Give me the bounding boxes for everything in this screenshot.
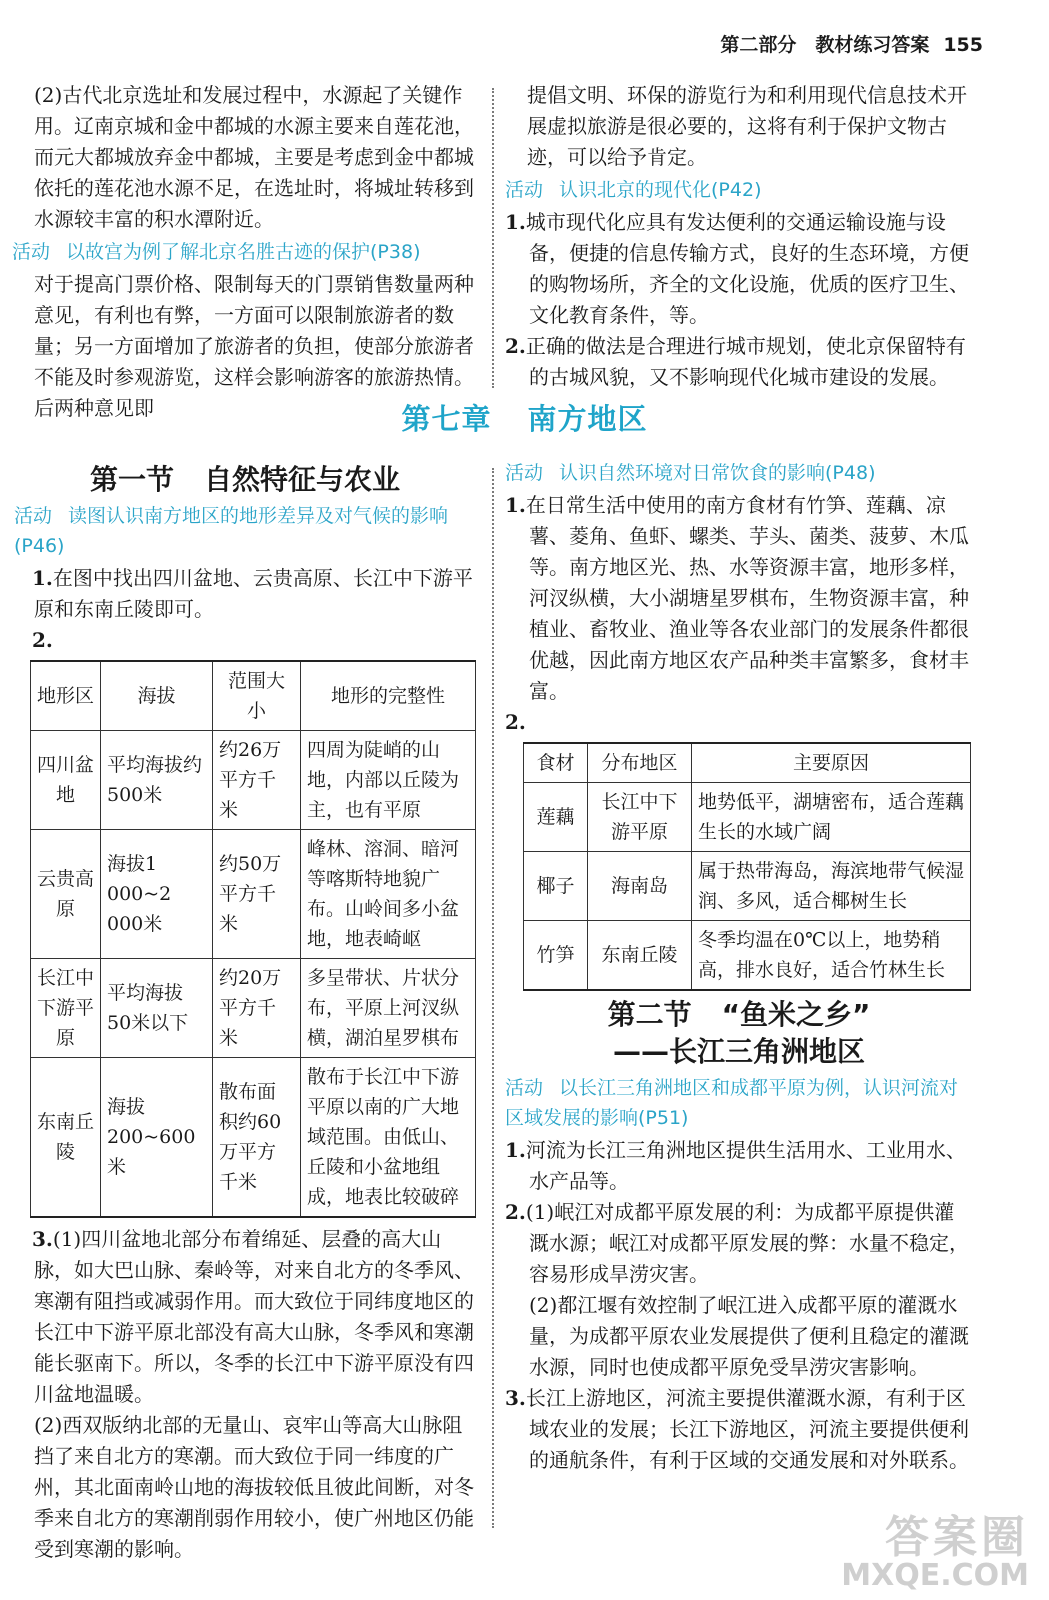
- table-cell: 四周为陡峭的山地，内部以丘陵为主，也有平原: [301, 731, 476, 830]
- column-header: 主要原因: [692, 743, 971, 783]
- activity-title: 认识自然环境对日常饮食的影响(P48): [559, 462, 876, 484]
- table-cell: 约26万平方千米: [213, 731, 301, 830]
- right-column: [505, 456, 973, 1476]
- table-cell: 海拔1 000~2 000米: [101, 830, 213, 959]
- activity-title: 以故宫为例了解北京名胜古迹的保护(P38): [66, 241, 421, 263]
- item-text: 正确的做法是合理进行城市规划，使北京保留特有的古城风貌，又不影响现代化城市建设的发展。: [525, 334, 966, 389]
- activity-heading: [14, 501, 476, 561]
- paragraph: (2)都江堰有效控制了岷江进入成都平原的灌溉水量，为成都平原农业发展提供了便利且稳定的灌溉水源，同时也使成都平原免受旱涝灾害影响。: [529, 1293, 969, 1379]
- activity-tag: 活动: [505, 179, 544, 201]
- activity-tag: 活动: [505, 462, 544, 484]
- item-text: (1)岷江对成都平原发展的利：为成都平原提供灌溉水源；岷江对成都平原发展的弊：水量不稳定，容易形成旱涝灾害。: [525, 1200, 969, 1286]
- column-header: 海拔: [101, 661, 213, 731]
- chapter-title: [0, 404, 1049, 435]
- terrain-table: [30, 660, 476, 1218]
- list-item: [505, 331, 970, 393]
- activity-tag: 活动: [14, 505, 53, 527]
- activity-title: 认识北京的现代化(P42): [559, 179, 762, 201]
- paragraph: 提倡文明、环保的游览行为和利用现代信息技术开展虚拟旅游是很必要的，这将有利于保护文物古迹，可以给予肯定。: [527, 83, 967, 169]
- table-cell: 约20万平方千米: [213, 959, 301, 1058]
- column-divider: [492, 88, 494, 388]
- column-header: 地形区: [31, 661, 101, 731]
- table-cell: 竹笋: [524, 921, 588, 991]
- table-cell: 冬季均温在0℃以上，地势稍高，排水良好，适合竹林生长: [692, 921, 971, 991]
- paragraph: (2)西双版纳北部的无量山、哀牢山等高大山脉阻挡了来自北方的寒潮。而大致位于同一纬度的广州，其北面南岭山地的海拔较低且彼此间断，对冬季来自北方的寒潮削弱作用较小，使广州地区仍能受到寒潮的影响。: [34, 1413, 474, 1561]
- item-number: 2.: [505, 334, 526, 358]
- table-cell: 东南丘陵: [588, 921, 692, 991]
- table-cell: 海拔200~600米: [101, 1058, 213, 1218]
- list-item: [505, 1383, 973, 1476]
- watermark-text: 答案圈: [885, 1512, 1029, 1563]
- top-right-column: [505, 80, 970, 393]
- table-cell: 海南岛: [588, 852, 692, 921]
- top-left-column: [12, 80, 474, 424]
- chapter-number: 第七章: [401, 402, 492, 436]
- item-number: 1.: [32, 566, 53, 590]
- table-cell: 约50万平方千米: [213, 830, 301, 959]
- table-row: [31, 959, 476, 1058]
- table-cell: 云贵高原: [31, 830, 101, 959]
- item-number: 1.: [505, 493, 526, 517]
- table-row: [524, 921, 971, 991]
- table-row: [31, 830, 476, 959]
- section-number: 第二节: [607, 998, 692, 1031]
- item-text: 在日常生活中使用的南方食材有竹笋、莲藕、凉薯、菱角、鱼虾、螺类、芋头、菌类、菠萝、木瓜等。南方地区光、热、水等资源丰富，地形多样，河汊纵横，大小湖塘星罗棋布，生物资源丰富，种植业、畜牧业、渔业等各农业部门的发展条件都很优越，因此南方地区农产品种类丰富繁多，食材丰富。: [525, 493, 969, 703]
- table-header-row: [31, 661, 476, 731]
- table-cell: 峰林、溶洞、暗河等喀斯特地貌广布。山岭间多小盆地，地表崎岖: [301, 830, 476, 959]
- list-item: [505, 207, 970, 331]
- activity-title: 读图认识南方地区的地形差异及对气候的影响(P46): [14, 505, 449, 557]
- item-text: 河流为长江三角洲地区提供生活用水、工业用水、水产品等。: [525, 1138, 966, 1193]
- section-name: “鱼米之乡”: [721, 998, 871, 1031]
- table-cell: 散布于长江中下游平原以南的广大地域范围。由低山、丘陵和小盆地组成，地表比较破碎: [301, 1058, 476, 1218]
- activity-heading: [12, 237, 474, 267]
- watermark-logo: [841, 1512, 1029, 1593]
- column-header: 地形的完整性: [301, 661, 476, 731]
- activity-heading: [505, 458, 973, 488]
- list-item: [505, 490, 973, 707]
- section-title: [505, 999, 973, 1030]
- page-number: 155: [943, 34, 983, 56]
- activity-tag: 活动: [505, 1077, 544, 1099]
- watermark-url: MXQE.COM: [841, 1558, 1029, 1593]
- column-divider: [492, 468, 494, 1528]
- table-cell: 四川盆地: [31, 731, 101, 830]
- column-header: 分布地区: [588, 743, 692, 783]
- section-number: 第一节: [89, 463, 174, 496]
- list-item: [505, 1135, 973, 1197]
- section-name: 自然特征与农业: [204, 463, 401, 496]
- item-text: 长江上游地区，河流主要提供灌溉水源，有利于区域农业的发展；长江下游地区，河流主要提供便利的通航条件，有利于区域的交通发展和对外联系。: [525, 1386, 969, 1472]
- table-row: [524, 783, 971, 852]
- item-number: 2.: [505, 1200, 526, 1224]
- item-number: 3.: [505, 1386, 526, 1410]
- item-number: 1.: [505, 1138, 526, 1162]
- table-cell: 长江中下游平原: [588, 783, 692, 852]
- table-row: [31, 731, 476, 830]
- table-cell: 长江中下游平原: [31, 959, 101, 1058]
- item-number: 3.: [32, 1227, 53, 1251]
- header-section: 第二部分 教材练习答案: [720, 34, 930, 56]
- activity-title: 以长江三角洲地区和成都平原为例，认识河流对区域发展的影响(P51): [505, 1077, 959, 1129]
- activity-heading: [505, 1073, 973, 1133]
- table-cell: 散布面积约60万平方千米: [213, 1058, 301, 1218]
- list-item: [505, 707, 973, 738]
- activity-heading: [505, 175, 970, 205]
- table-row: [31, 1058, 476, 1218]
- column-header: 范围大小: [213, 661, 301, 731]
- item-number: 2.: [505, 710, 526, 734]
- table-cell: 属于热带海岛，海滨地带气候湿润、多风，适合椰树生长: [692, 852, 971, 921]
- food-table: [523, 742, 971, 991]
- activity-tag: 活动: [12, 241, 51, 263]
- item-number: 2.: [32, 628, 53, 652]
- table-cell: 平均海拔约500米: [101, 731, 213, 830]
- list-item: [505, 1197, 973, 1290]
- chapter-name: 南方地区: [527, 402, 648, 436]
- page-header: [720, 30, 983, 61]
- item-text: 在图中找出四川盆地、云贵高原、长江中下游平原和东南丘陵即可。: [34, 566, 473, 621]
- section-title: [14, 464, 476, 495]
- item-text: (1)四川盆地北部分布着绵延、层叠的高大山脉，如大巴山脉、秦岭等，对来自北方的冬季风、寒潮有阻挡或减弱作用。而大致位于同纬度地区的长江中下游平原北部没有高大山脉，冬季风和寒潮能长驱南下。所以，冬季的长江中下游平原没有四川盆地温暖。: [34, 1227, 474, 1406]
- list-item: [14, 563, 476, 625]
- table-row: [524, 852, 971, 921]
- left-column: [14, 458, 476, 1565]
- list-item: [14, 1224, 476, 1410]
- table-cell: 平均海拔50米以下: [101, 959, 213, 1058]
- item-number: 1.: [505, 210, 526, 234]
- table-cell: 莲藕: [524, 783, 588, 852]
- section-subtitle: ——长江三角洲地区: [612, 1035, 865, 1068]
- table-header-row: [524, 743, 971, 783]
- item-text: 城市现代化应具有发达便利的交通运输设施与设备，便捷的信息传输方式，良好的生态环境，方便的购物场所，齐全的文化设施，优质的医疗卫生、文化教育条件，等。: [525, 210, 969, 327]
- table-cell: 多呈带状、片状分布，平原上河汊纵横，湖泊星罗棋布: [301, 959, 476, 1058]
- table-cell: 地势低平，湖塘密布，适合莲藕生长的水域广阔: [692, 783, 971, 852]
- paragraph: 对于提高门票价格、限制每天的门票销售数量两种意见，有利也有弊，一方面可以限制旅游者的数量；另一方面增加了旅游者的负担，使部分旅游者不能及时参观游览，这样会影响游客的旅游热情。后两种意见即: [34, 272, 474, 420]
- paragraph: (2)古代北京选址和发展过程中，水源起了关键作用。辽南京城和金中都城的水源主要来自莲花池，而元大都城放弃金中都城，主要是考虑到金中都城依托的莲花池水源不足，在选址时，将城址转移到水源较丰富的积水潭附近。: [34, 83, 474, 231]
- table-cell: 椰子: [524, 852, 588, 921]
- list-item: [14, 625, 476, 656]
- table-cell: 东南丘陵: [31, 1058, 101, 1218]
- column-header: 食材: [524, 743, 588, 783]
